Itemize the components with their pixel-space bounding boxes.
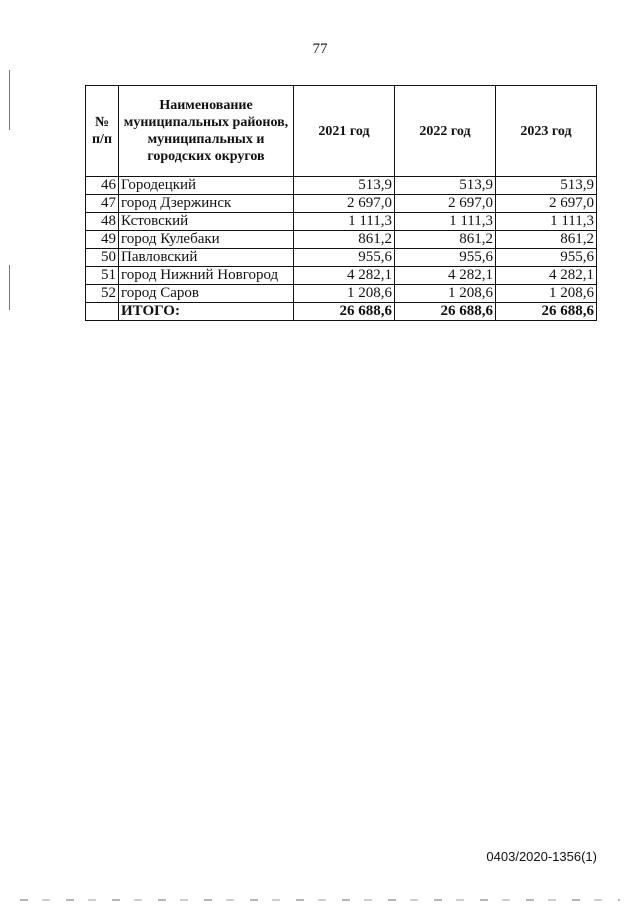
total-2022: 26 688,6 [395,303,496,321]
table-row [86,177,597,195]
table-row [86,213,597,231]
cell-2023: 1 208,6 [496,285,597,303]
cell-name: город Дзержинск [119,195,294,213]
header-name: Наименование муниципальных районов, муниципальных и городских округов [119,86,294,177]
cell-name: Кстовский [119,213,294,231]
header-2021: 2021 год [294,86,395,177]
cell-2021: 955,6 [294,249,395,267]
total-num [86,303,119,321]
cell-name: город Кулебаки [119,231,294,249]
table-row [86,195,597,213]
cell-2022: 2 697,0 [395,195,496,213]
cell-2023: 861,2 [496,231,597,249]
cell-2023: 955,6 [496,249,597,267]
cell-2021: 861,2 [294,231,395,249]
cell-num: 50 [86,249,119,267]
cell-num: 47 [86,195,119,213]
cell-2022: 955,6 [395,249,496,267]
total-label: ИТОГО: [119,303,294,321]
cell-2023: 2 697,0 [496,195,597,213]
cell-num: 51 [86,267,119,285]
cell-num: 46 [86,177,119,195]
page-number: 77 [312,41,328,57]
table-row [86,285,597,303]
margin-scan-mark-top [9,70,10,130]
cell-2021: 513,9 [294,177,395,195]
margin-scan-mark-bottom [9,265,10,310]
cell-2023: 1 111,3 [496,213,597,231]
cell-num: 48 [86,213,119,231]
table-row [86,267,597,285]
cell-2022: 861,2 [395,231,496,249]
cell-name: Павловский [119,249,294,267]
cell-num: 52 [86,285,119,303]
cell-num: 49 [86,231,119,249]
total-2023: 26 688,6 [496,303,597,321]
cell-2023: 513,9 [496,177,597,195]
cell-2021: 1 111,3 [294,213,395,231]
total-row [86,303,597,321]
table-row [86,231,597,249]
cell-2021: 1 208,6 [294,285,395,303]
cell-name: город Нижний Новгород [119,267,294,285]
header-2023: 2023 год [496,86,597,177]
total-2021: 26 688,6 [294,303,395,321]
cell-2022: 513,9 [395,177,496,195]
table-header-row [86,86,597,177]
scan-noise-strip [20,899,620,901]
document-code: 0403/2020-1356(1) [486,849,597,864]
budget-table [85,85,597,321]
cell-2021: 2 697,0 [294,195,395,213]
table-row [86,249,597,267]
header-2022: 2022 год [395,86,496,177]
cell-name: город Саров [119,285,294,303]
cell-2022: 1 111,3 [395,213,496,231]
cell-2022: 4 282,1 [395,267,496,285]
cell-2021: 4 282,1 [294,267,395,285]
cell-name: Городецкий [119,177,294,195]
header-num: № п/п [86,86,119,177]
cell-2022: 1 208,6 [395,285,496,303]
cell-2023: 4 282,1 [496,267,597,285]
